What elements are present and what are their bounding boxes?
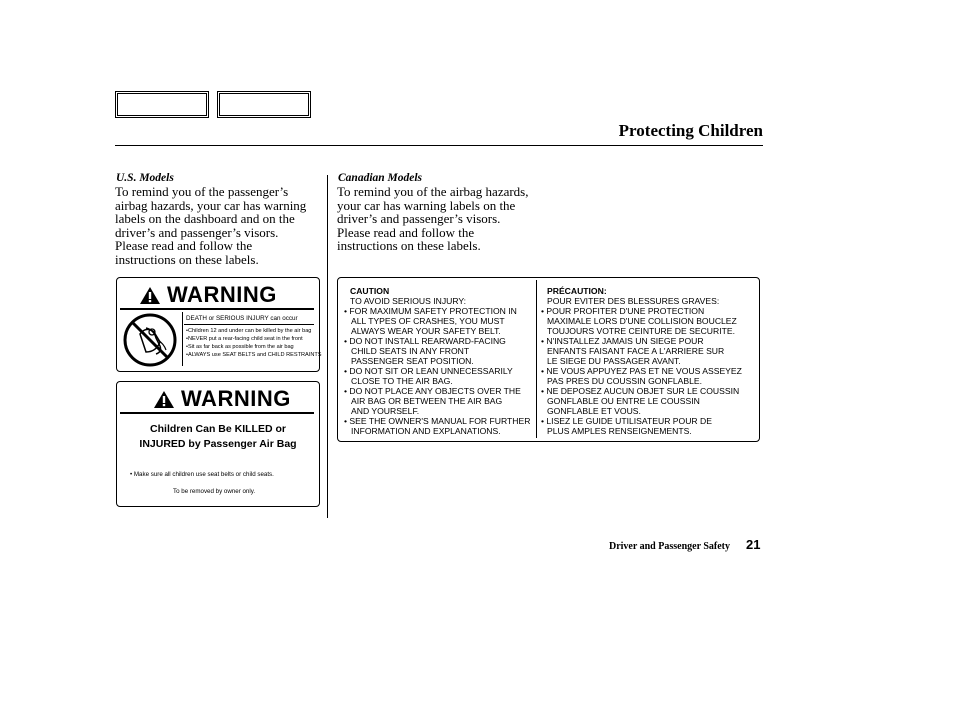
caution-line: INFORMATION AND EXPLANATIONS. bbox=[351, 426, 501, 436]
caution-line: • FOR MAXIMUM SAFETY PROTECTION IN bbox=[344, 306, 517, 316]
warning-bullet: •ALWAYS use SEAT BELTS and CHILD RESTRAINTS bbox=[186, 352, 322, 358]
page-number: 21 bbox=[746, 537, 761, 552]
precaution-line: • NE DEPOSEZ AUCUN OBJET SUR LE COUSSIN bbox=[541, 386, 740, 396]
caution-line: ALL TYPES OF CRASHES, YOU MUST bbox=[351, 316, 505, 326]
precaution-line: TOUJOURS VOTRE CEINTURE DE SECURITE. bbox=[547, 326, 735, 336]
precaution-line: POUR EVITER DES BLESSURES GRAVES: bbox=[547, 296, 720, 306]
warning-triangle-icon bbox=[153, 390, 175, 409]
caution-line: • SEE THE OWNER'S MANUAL FOR FURTHER bbox=[344, 416, 531, 426]
canadian-caution-label bbox=[337, 277, 760, 442]
precaution-line: • POUR PROFITER D'UNE PROTECTION bbox=[541, 306, 705, 316]
caution-heading: CAUTION bbox=[350, 286, 390, 296]
can-occur-text: can occur bbox=[268, 315, 298, 322]
precaution-line: GONFLABLE ET VOUS. bbox=[547, 406, 641, 416]
caution-line: AND YOURSELF. bbox=[351, 406, 420, 416]
precaution-line: • NE VOUS APPUYEZ PAS ET NE VOUS ASSEYEZ bbox=[541, 366, 742, 376]
caution-line: CLOSE TO THE AIR BAG. bbox=[351, 376, 453, 386]
precaution-line: MAXIMALE LORS D'UNE COLLISION BOUCLEZ bbox=[547, 316, 737, 326]
warning-bullet: •Sit as far back as possible from the air bag bbox=[186, 344, 294, 350]
caution-line: • DO NOT INSTALL REARWARD-FACING bbox=[344, 336, 506, 346]
warning-heading-rule bbox=[120, 412, 314, 414]
us-models-label: U.S. Models bbox=[116, 172, 174, 184]
canadian-body-text: To remind you of the airbag hazards, your car has warning labels on the driver’s and passenger’s visors. Please read and follow the instructions on these labels. bbox=[337, 184, 529, 253]
precaution-line: • LISEZ LE GUIDE UTILISATEUR POUR DE bbox=[541, 416, 712, 426]
warning-heading-row bbox=[153, 386, 291, 412]
page-title: Protecting Children bbox=[618, 121, 763, 140]
header-tab-box-left bbox=[115, 91, 209, 118]
warning-note: • Make sure all children use seat belts or child seats. bbox=[130, 471, 274, 478]
warning-triangle-icon bbox=[139, 286, 161, 305]
precaution-line: • N'INSTALLEZ JAMAIS UN SIEGE POUR bbox=[541, 336, 704, 346]
no-rear-facing-child-seat-icon bbox=[122, 312, 178, 368]
canadian-models-label: Canadian Models bbox=[338, 172, 423, 184]
serious-injury-text: SERIOUS INJURY bbox=[215, 315, 269, 322]
caution-line: • DO NOT PLACE ANY OBJECTS OVER THE bbox=[344, 386, 521, 396]
warning-heading: WARNING bbox=[167, 282, 277, 307]
death-text: DEATH bbox=[186, 315, 207, 322]
precaution-line: PAS PRES DU COUSSIN GONFLABLE. bbox=[547, 376, 703, 386]
header-tab-box-right bbox=[217, 91, 311, 118]
footer-section-name: Driver and Passenger Safety bbox=[608, 541, 730, 552]
warning-main-line: INJURED by Passenger Air Bag bbox=[139, 438, 297, 450]
us-warning-label-visor bbox=[116, 381, 320, 507]
caution-label-divider bbox=[536, 280, 537, 438]
warning-intro-rule bbox=[184, 324, 314, 325]
warning-heading-rule bbox=[120, 308, 314, 310]
precaution-line: GONFLABLE OU ENTRE LE COUSSIN bbox=[547, 396, 700, 406]
caution-line: • DO NOT SIT OR LEAN UNNECESSARILY bbox=[344, 366, 513, 376]
warning-removal-note: To be removed by owner only. bbox=[173, 488, 256, 495]
warning-bullet: •Children 12 and under can be killed by the air bag bbox=[186, 328, 312, 334]
warning-main-line: Children Can Be KILLED or bbox=[150, 423, 286, 435]
precaution-line: ENFANTS FAISANT FACE A L'ARRIERE SUR bbox=[547, 346, 725, 356]
precaution-line: PLUS AMPLES RENSEIGNEMENTS. bbox=[547, 426, 692, 436]
us-warning-label-dashboard bbox=[116, 277, 320, 372]
precaution-heading: PRÉCAUTION: bbox=[547, 286, 607, 296]
column-divider bbox=[327, 175, 328, 518]
warning-bullet: •NEVER put a rear-facing child seat in the front bbox=[186, 336, 303, 342]
precaution-line: LE SIEGE DU PASSAGER AVANT. bbox=[547, 356, 681, 366]
caution-line: CHILD SEATS IN ANY FRONT bbox=[351, 346, 470, 356]
us-body-text: To remind you of the passenger’s airbag hazards, your car has warning labels on the dashboard and on the driver’s and passenger’s visors. Please read and follow the instructions on these labels. bbox=[115, 184, 307, 267]
warning-heading: WARNING bbox=[181, 386, 291, 411]
warning-icon-divider bbox=[182, 312, 183, 366]
or-text: or bbox=[206, 315, 216, 322]
caution-line: AIR BAG OR BETWEEN THE AIR BAG bbox=[351, 396, 503, 406]
warning-intro-line bbox=[186, 315, 298, 323]
warning-heading-row bbox=[139, 282, 277, 308]
header-rule bbox=[115, 145, 763, 146]
caution-line: TO AVOID SERIOUS INJURY: bbox=[350, 296, 467, 306]
caution-line: ALWAYS WEAR YOUR SAFETY BELT. bbox=[351, 326, 501, 336]
warning-main-text bbox=[117, 422, 319, 452]
caution-line: PASSENGER SEAT POSITION. bbox=[351, 356, 474, 366]
